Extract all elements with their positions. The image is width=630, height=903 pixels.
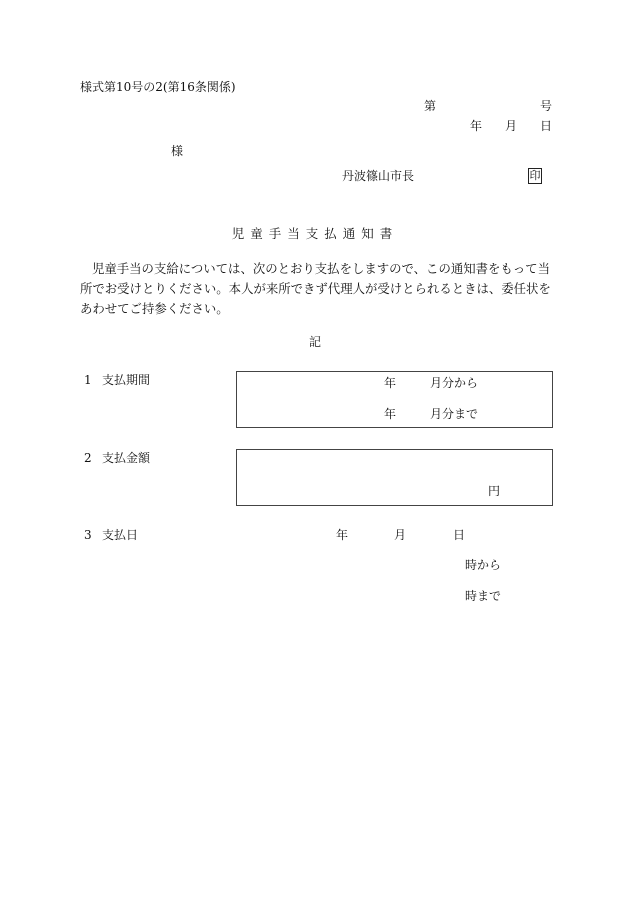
addressee-suffix: 様 xyxy=(171,144,184,158)
date-year: 年 xyxy=(470,119,483,133)
item-2-number: 2 xyxy=(84,451,92,465)
item-3-label: 支払日 xyxy=(102,528,139,542)
period-from-month: 月分から xyxy=(430,376,479,390)
issuer: 丹波篠山市長 xyxy=(342,169,415,183)
ki-heading: 記 xyxy=(309,335,322,349)
number-prefix: 第 xyxy=(424,99,437,113)
time-to: 時まで xyxy=(465,589,502,603)
payday-month: 月 xyxy=(394,528,407,542)
payday-day: 日 xyxy=(453,528,466,542)
number-suffix: 号 xyxy=(540,99,553,113)
document-title: 児童手当支払通知書 xyxy=(231,226,399,241)
time-from: 時から xyxy=(465,558,502,572)
item-1-label: 支払期間 xyxy=(102,373,151,387)
payday-year: 年 xyxy=(336,528,349,542)
date-month: 月 xyxy=(505,119,518,133)
seal-mark: 印 xyxy=(529,169,541,182)
period-to-year: 年 xyxy=(384,407,397,421)
item-3-number: 3 xyxy=(84,528,92,542)
item-1-number: 1 xyxy=(84,373,92,387)
form-label: 様式第10号の2(第16条関係) xyxy=(80,80,236,94)
payment-amount-box xyxy=(236,449,553,506)
item-2-label: 支払金額 xyxy=(102,451,151,465)
body-paragraph: 児童手当の支給については、次のとおり支払をしますので、この通知書をもって当所でお受けとりください。本人が来所できず代理人が受けとられるときは、委任状をあわせてご持参ください。 xyxy=(80,261,551,316)
period-to-month: 月分まで xyxy=(430,407,479,421)
date-day: 日 xyxy=(540,119,553,133)
period-from-year: 年 xyxy=(384,376,397,390)
amount-unit: 円 xyxy=(488,484,501,498)
